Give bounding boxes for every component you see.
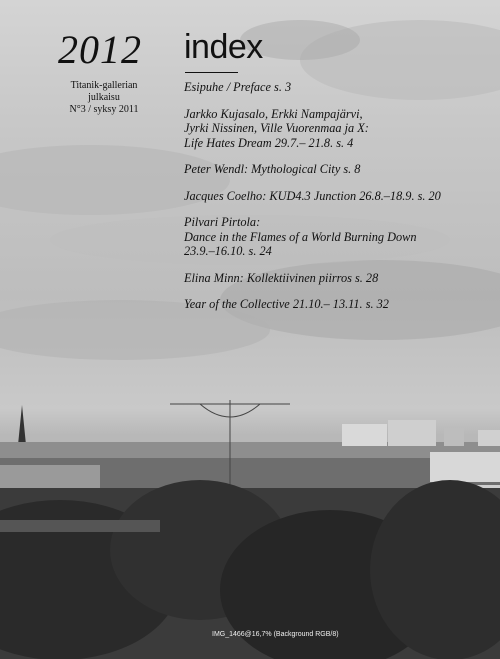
table-of-contents xyxy=(184,80,484,324)
toc-entry-year-of-collective xyxy=(184,297,484,312)
toc-entry-kud-junction xyxy=(184,189,484,204)
toc-entry-preface xyxy=(184,80,484,95)
toc-entry-kollektiivinen-piirros xyxy=(184,271,484,286)
publication-name: Titanik-gallerian julkaisu xyxy=(70,80,138,103)
toc-line: Peter Wendl: Mythological City s. 8 xyxy=(184,162,361,176)
toc-line: 23.9.–16.10. s. 24 xyxy=(184,244,272,258)
toc-line: Dance in the Flames of a World Burning Down xyxy=(184,229,417,244)
city-skyline-photo xyxy=(0,380,500,659)
publication-subtitle xyxy=(54,80,154,116)
toc-line: Pilvari Pirtola: xyxy=(184,215,261,229)
toc-entry-life-hates-dream xyxy=(184,107,484,151)
heading-underline xyxy=(185,72,238,73)
issue-year: 2012 xyxy=(58,27,142,72)
toc-line: Life Hates Dream 29.7.– 21.8. s. 4 xyxy=(184,135,354,150)
toc-line: Jacques Coelho: KUD4.3 Junction 26.8.–18.9. s. 20 xyxy=(184,188,441,203)
toc-line: Jarkko Kujasalo, Erkki Nampajärvi, xyxy=(184,106,363,121)
issue-number: N°3 / syksy 2011 xyxy=(69,104,139,115)
photo-caption: IMG_1466@16,7% (Background RGB/8) xyxy=(212,631,339,638)
index-heading: index xyxy=(184,28,263,66)
toc-entry-dance-in-flames xyxy=(184,215,484,259)
toc-line: Year of the Collective 21.10.– 13.11. s. 32 xyxy=(184,297,389,311)
toc-entry-mythological-city xyxy=(184,162,484,177)
toc-line: Esipuhe / Preface s. 3 xyxy=(184,80,292,94)
toc-line: Jyrki Nissinen, Ville Vuorenmaa ja X: xyxy=(184,121,369,135)
toc-line: Elina Minn: Kollektiivinen piirros s. 28 xyxy=(184,270,379,285)
